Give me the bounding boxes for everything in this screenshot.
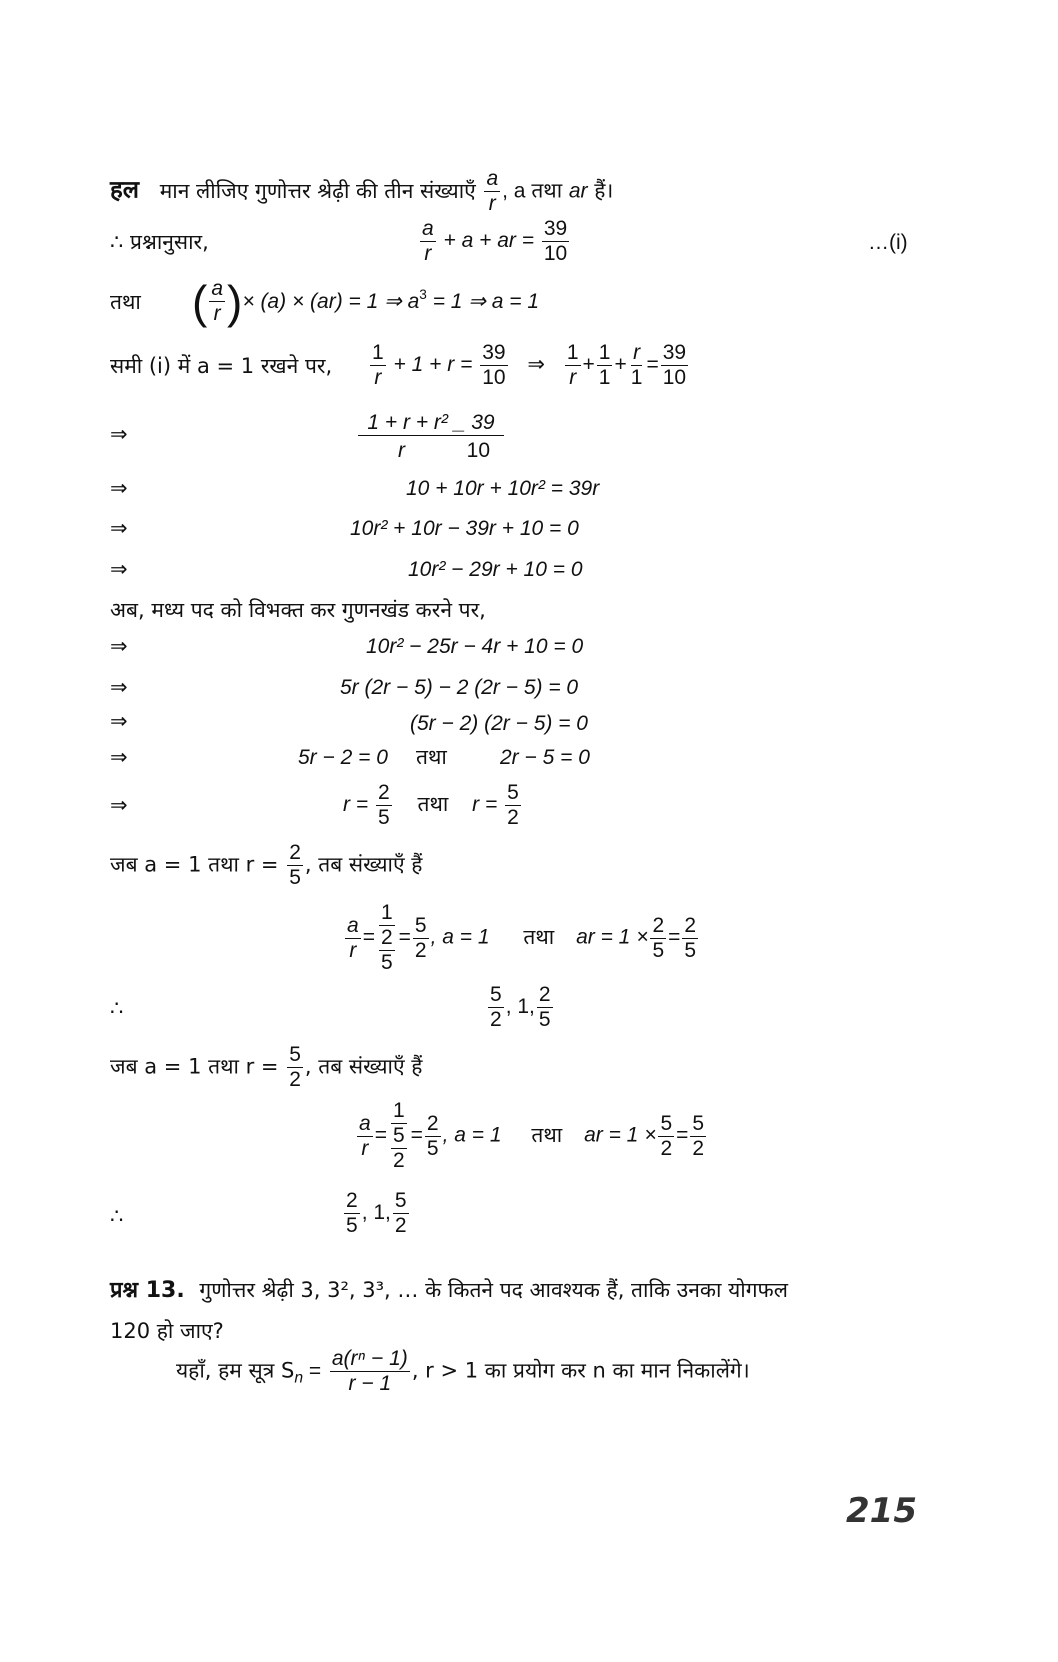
middle-term-text: अब, मध्य पद को विभक्त कर गुणनखंड करने पर, [110,598,486,622]
arrow-1: ⇒ [110,423,128,446]
case2-therefore: ∴ [110,1205,124,1228]
intro-mid: , a तथा [502,179,563,203]
intro-ar: ar [568,179,588,203]
step5: 10r² − 25r − 4r + 10 = 0 [366,635,584,658]
arrow-6: ⇒ [110,676,128,699]
question-13 [110,1270,920,1352]
step4: 10r² − 29r + 10 = 0 [408,558,583,581]
arrow-3: ⇒ [110,517,128,540]
case1-intro: जब a = 1 तथा r = $\frac{2}{5}$ , तब संख्याएँ हैं [110,841,423,890]
eq2-expression: ( $\frac{a}{r}$ ) × (a) × (ar) = 1 ⇒ $a^3 = 1$ ⇒ a = 1 [192,275,540,328]
solution-intro-text: मान लीजिए गुणोत्तर श्रेढ़ी की तीन संख्याएँ [159,178,476,203]
case1-result: $\frac{5}{2}$ , 1, $\frac{2}{5}$ [490,983,551,1032]
solution-label: हल [110,175,140,204]
arrow-4: ⇒ [110,558,128,581]
eq3-expression: $\frac{1}{r}$ + 1 + r = $\frac{39}{10}$ ⇒ $\frac{1}{r}$ + $\frac{1}{1}$ + $\frac{r}{1}$ = $\frac{39}{10}$ [372,341,687,390]
page-number: 215 [846,1491,917,1531]
step2: 10 + 10r + 10r² = 39r [406,477,600,500]
eq3-prefix: समी (i) में a = 1 रखने पर, [110,354,333,378]
arrow-2: ⇒ [110,477,128,500]
eq1-prefix: ∴ प्रश्नानुसार, [110,230,209,254]
case2-result: $\frac{2}{5}$ , 1, $\frac{5}{2}$ [346,1189,407,1238]
eq2-prefix: तथा [110,290,141,314]
arrow-5: ⇒ [110,635,128,658]
step8-left: 5r − 2 = 0 [298,746,388,769]
question-hint: यहाँ, हम सूत्र $S_n$ = $\frac{\text{a(rⁿ − 1)}}{r - 1}$ , r > 1 का प्रयोग कर n का मान निकालेंगे। [176,1347,750,1396]
step1-fraction: 1 + r + r² _ 39 r 10 [358,412,504,461]
arrow-9: ⇒ [110,794,128,817]
eq1-tag: …(i) [868,231,908,254]
eq1-expression: $\frac{a}{r}$ + a + ar = $\frac{39}{10}$ [422,217,568,266]
step8-right: 2r − 5 = 0 [500,746,590,769]
step6: 5r (2r − 5) − 2 (2r − 5) = 0 [340,676,579,699]
question-text-line1: गुणोत्तर श्रेढ़ी 3, 3², 3³, … के कितने पद आवश्यक हैं, ताकि उनका योगफल [199,1278,788,1302]
case2-intro: जब a = 1 तथा r = $\frac{5}{2}$ , तब संख्याएँ हैं [110,1043,423,1092]
arrow-8: ⇒ [110,746,128,769]
case1-values: $\frac{a}{r}$ = $\frac{1}{\frac{2}{5}}$ = $\frac{5}{2}$ , a = 1 तथा ar = 1 × $\frac{2}{5}$ = $\frac{2}{5}$ [347,901,697,975]
arrow-7: ⇒ [110,710,128,733]
intro-fraction: $\frac{a}{r}$ [486,167,499,216]
step3: 10r² + 10r − 39r + 10 = 0 [350,517,579,540]
case2-values: $\frac{a}{r}$ = $\frac{1}{\frac{5}{2}}$ = $\frac{2}{5}$ , a = 1 तथा ar = 1 × $\frac{5}{2}$ = $\frac{5}{2}$ [359,1099,705,1173]
step9: r = $\frac{2}{5}$ तथा r = $\frac{5}{2}$ [343,781,519,830]
intro-end: हैं। [594,178,614,203]
case1-therefore: ∴ [110,997,124,1020]
step8-mid: तथा [416,745,447,769]
question-label: प्रश्न 13. [110,1278,185,1303]
solution-intro [110,168,613,215]
question-text-line2: 120 हो जाए? [110,1318,224,1343]
step7: (5r − 2) (2r − 5) = 0 [410,712,588,735]
